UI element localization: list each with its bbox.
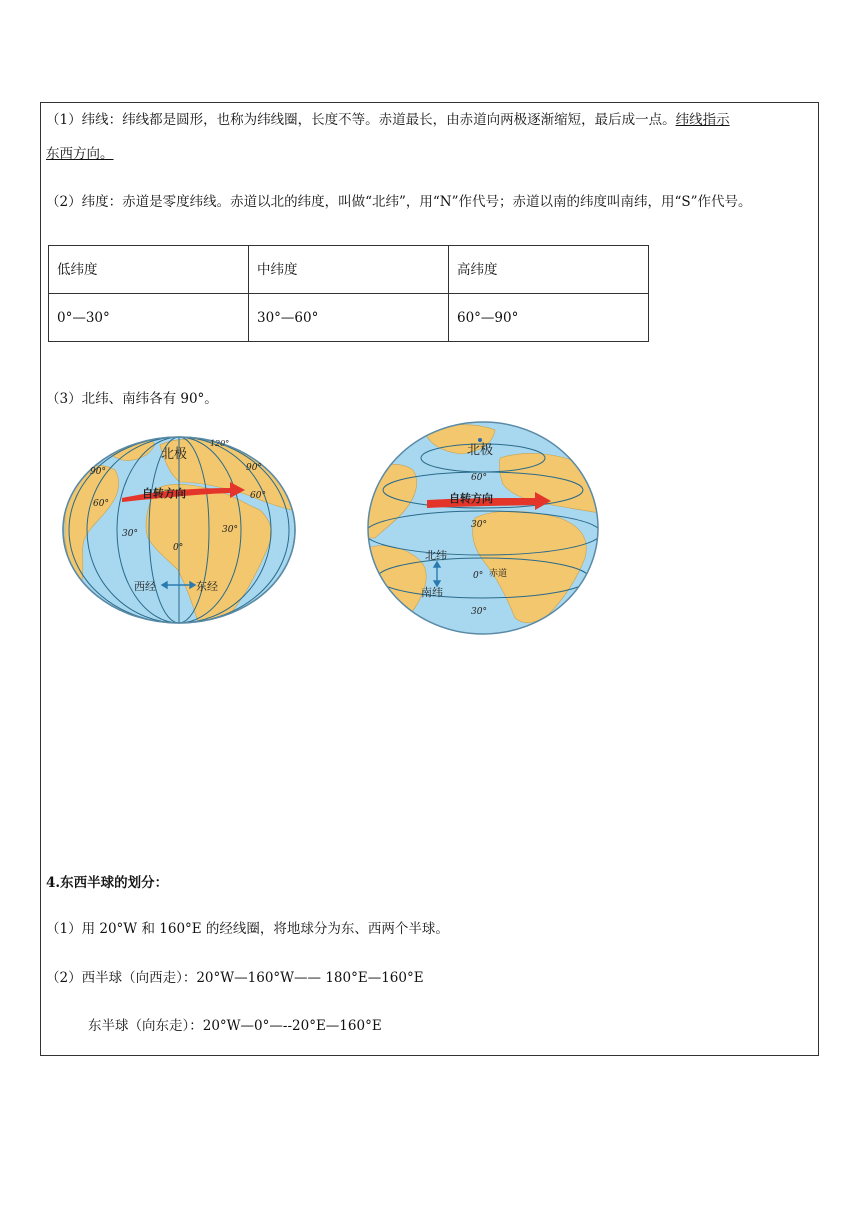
north-latitude-label: 北纬	[425, 549, 447, 562]
table-cell-mid: 30°—60°	[249, 294, 449, 342]
rotation-label-right: 自转方向	[449, 492, 493, 505]
lat-label-left-60: 60°	[93, 499, 109, 509]
longitude-globe-figure	[60, 430, 300, 630]
lat-label-30: 30°	[471, 520, 487, 530]
latitude-globe-figure	[365, 418, 601, 636]
section-heading: 4.东西半球的划分：	[46, 875, 169, 891]
north-pole-dot	[478, 438, 482, 442]
equator-label: 赤道	[489, 569, 508, 579]
lat-label-0: 0°	[473, 571, 484, 581]
table-header-row	[49, 246, 649, 294]
latitude-zone-table	[48, 245, 649, 342]
lat-label-left-30: 30°	[122, 529, 138, 539]
table-header-low: 低纬度	[49, 246, 249, 294]
lat-label-right-60: 60°	[250, 491, 266, 501]
lat-label-left-0: 0°	[173, 543, 184, 553]
north-pole-label: 北极	[161, 447, 188, 462]
table-header-high: 高纬度	[449, 246, 649, 294]
lat-label-right-90: 90°	[246, 463, 262, 473]
north-pole-label-right: 北极	[467, 443, 494, 458]
latitude-direction-underline-1: 纬线指示	[675, 112, 730, 128]
latitude-direction-underline-2: 东西方向。	[46, 146, 114, 162]
south-america-land-right	[367, 546, 426, 633]
lat-label-right-30: 30°	[222, 525, 238, 535]
latitude-line-paragraph	[46, 110, 730, 130]
lat-label-30-south: 30°	[471, 607, 487, 617]
hemisphere-division-paragraph: （1）用 20°W 和 160°E 的经线圈，将地球分为东、西两个半球。	[46, 921, 449, 937]
east-longitude-label: 东经	[196, 580, 218, 593]
table-cell-low: 0°—30°	[49, 294, 249, 342]
rotation-label: 自转方向	[142, 487, 186, 500]
table-row	[49, 294, 649, 342]
table-cell-high: 60°—90°	[449, 294, 649, 342]
latitude-degree-paragraph: （2）纬度：赤道是零度纬线。赤道以北的纬度，叫做“北纬”，用“N”作代号；赤道以南的纬度叫南纬，用“S”作代号。	[46, 194, 752, 210]
lat-label-left-90: 90°	[90, 467, 106, 477]
eastern-hemisphere-paragraph: 东半球（向东走）：20°W—0°—--20°E—160°E	[88, 1018, 382, 1034]
lat-label-60: 60°	[471, 473, 487, 483]
hemisphere-degree-paragraph: （3）北纬、南纬各有 90°。	[46, 391, 218, 407]
top-longitude-label: 120°	[210, 439, 230, 448]
latitude-line-text: （1）纬线：纬线都是圆形，也称为纬线圈，长度不等。赤道最长，由赤道向两极逐渐缩短，最后成一点。	[46, 112, 676, 128]
west-longitude-label: 西经	[134, 580, 156, 593]
table-header-mid: 中纬度	[249, 246, 449, 294]
south-latitude-label: 南纬	[421, 586, 443, 599]
western-hemisphere-paragraph: （2）西半球（向西走）：20°W—160°W—— 180°E—160°E	[46, 970, 424, 986]
